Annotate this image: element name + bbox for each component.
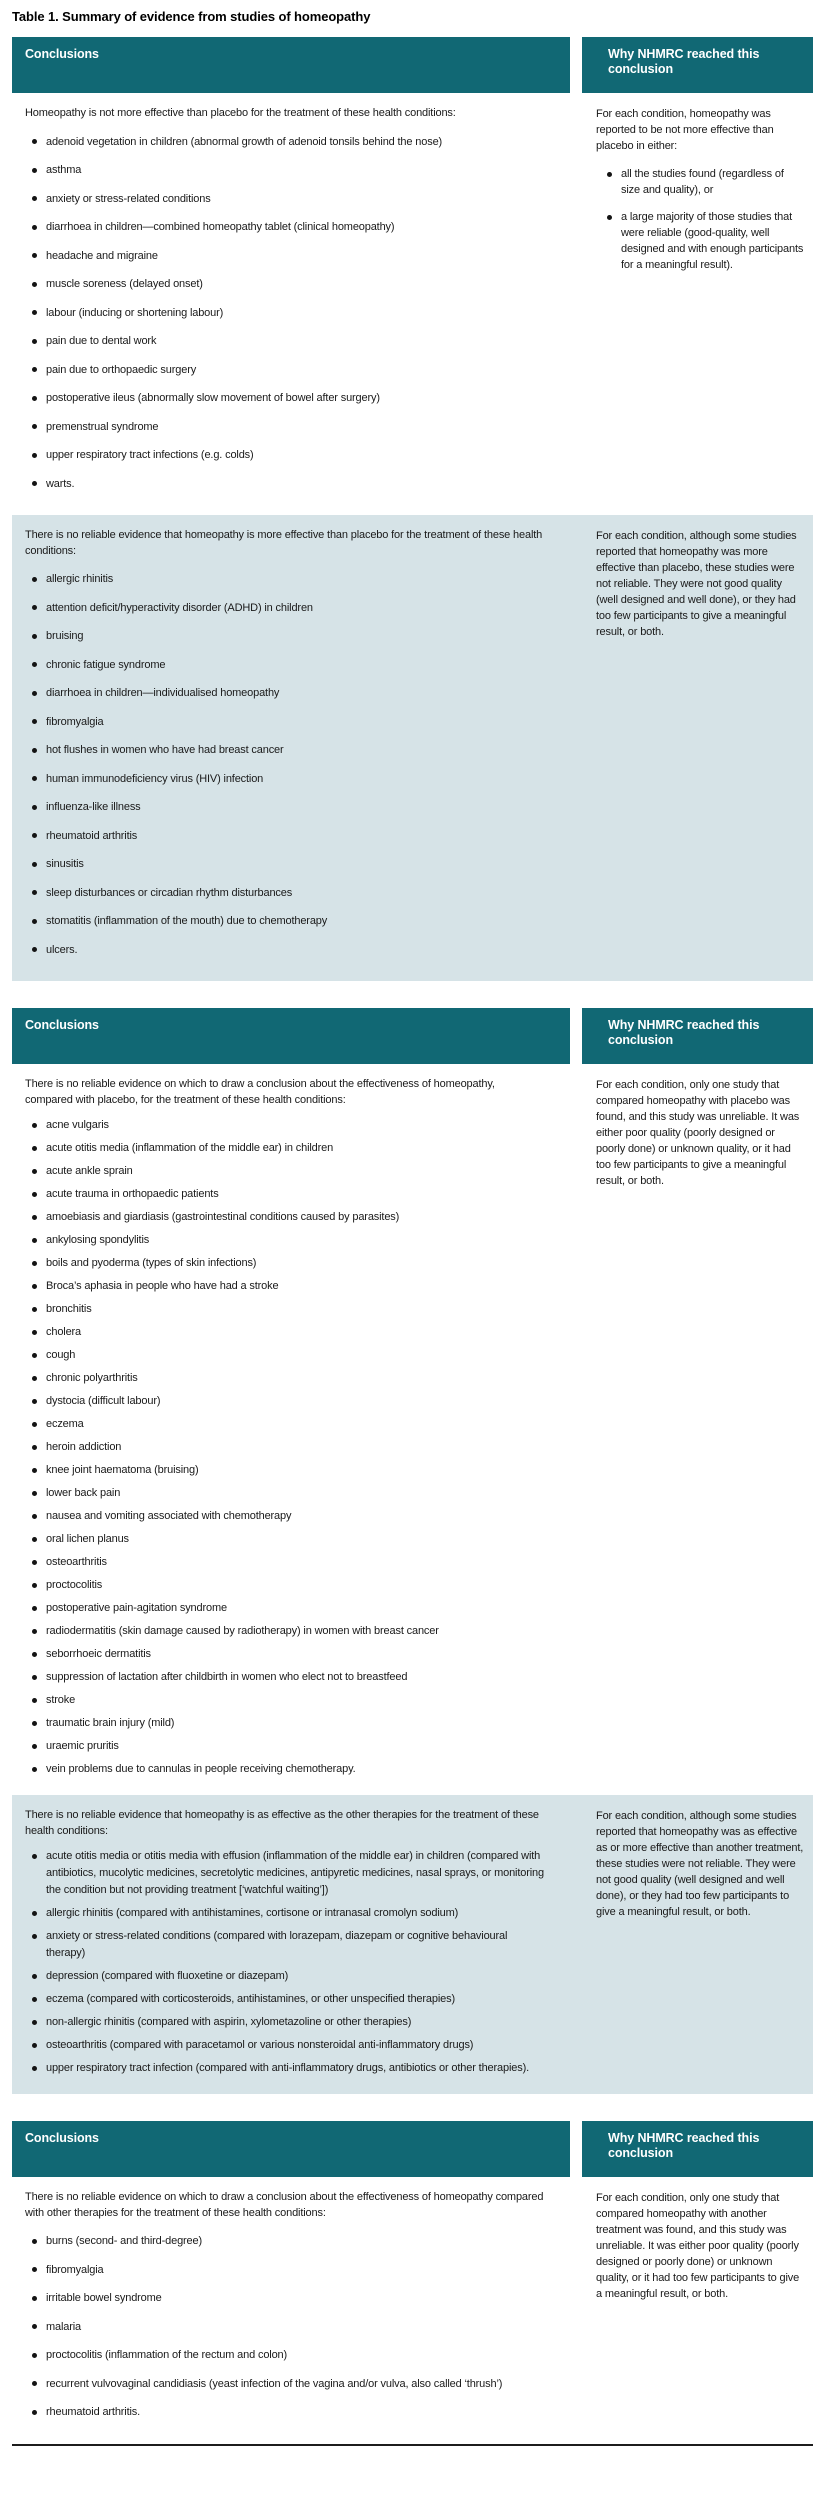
condition-item: uraemic pruritis [25, 1738, 544, 1755]
conclusion-lead: There is no reliable evidence on which to draw a conclusion about the effectiveness of homeopathy compared with other therapies for the treatment of these health conditions: [25, 2191, 544, 2219]
condition-item: nausea and vomiting associated with chemotherapy [25, 1508, 544, 1525]
condition-item: lower back pain [25, 1485, 544, 1502]
why-item: all the studies found (regardless of size and quality), or [596, 166, 805, 198]
condition-list [25, 1117, 544, 1778]
condition-item: oral lichen planus [25, 1531, 544, 1548]
condition-item: Broca’s aphasia in people who have had a stroke [25, 1278, 544, 1295]
condition-item: chronic polyarthritis [25, 1370, 544, 1387]
why-header-cell: Why NHMRC reached this conclusion [582, 1008, 813, 1064]
condition-item: postoperative ileus (abnormally slow movement of bowel after surgery) [25, 390, 544, 406]
condition-item: fibromyalgia [25, 714, 544, 730]
condition-item: allergic rhinitis [25, 571, 544, 587]
why-lead: For each condition, only one study that compared homeopathy with another treatment was found, and this study was unreliable. It was either poor quality (poorly designed or poorly done) or unknown quality, or it had too few participants to give a meaningful result, or both. [596, 2192, 800, 2300]
condition-item: upper respiratory tract infection (compared with anti-inflammatory drugs, antibiotics or other therapies). [25, 2060, 544, 2077]
condition-item: rheumatoid arthritis. [25, 2404, 544, 2420]
condition-item: labour (inducing or shortening labour) [25, 305, 544, 321]
condition-item: influenza-like illness [25, 799, 544, 815]
condition-item: traumatic brain injury (mild) [25, 1715, 544, 1732]
table-row [12, 1064, 813, 1795]
evidence-table [12, 1008, 813, 2094]
condition-list [25, 571, 544, 958]
table-header-row [12, 37, 813, 93]
condition-item: pain due to dental work [25, 333, 544, 349]
evidence-table [12, 2121, 813, 2446]
conclusions-cell [12, 1795, 570, 2094]
conclusions-header-cell: Conclusions [12, 2121, 570, 2177]
condition-item: anxiety or stress-related conditions (compared with lorazepam, diazepam or cognitive behavioural therapy) [25, 1928, 544, 1962]
condition-item: dystocia (difficult labour) [25, 1393, 544, 1410]
condition-item: acute ankle sprain [25, 1163, 544, 1180]
table-row [12, 2177, 813, 2444]
condition-item: osteoarthritis [25, 1554, 544, 1571]
why-item: a large majority of those studies that were reliable (good-quality, well designed and with enough participants for a meaningful result). [596, 209, 805, 273]
conclusion-lead: There is no reliable evidence that homeopathy is as effective as the other therapies for the treatment of these health conditions: [25, 1809, 539, 1837]
condition-item: sleep disturbances or circadian rhythm disturbances [25, 885, 544, 901]
table-bottom-rule [12, 2444, 813, 2446]
condition-item: adenoid vegetation in children (abnormal growth of adenoid tonsils behind the nose) [25, 134, 544, 150]
condition-item: acute trauma in orthopaedic patients [25, 1186, 544, 1203]
conclusions-header-cell: Conclusions [12, 1008, 570, 1064]
condition-item: acute otitis media or otitis media with effusion (inflammation of the middle ear) in children (compared with antibiotics, mucolytic medicines, secretolytic medicines, antipyretic medicines, nasal sprays, or monitoring the condition but not providing treatment [‘watchful waiting’]) [25, 1848, 544, 1899]
condition-item: diarrhoea in children—combined homeopathy tablet (clinical homeopathy) [25, 219, 544, 235]
evidence-tables-container [12, 37, 813, 2446]
condition-item: human immunodeficiency virus (HIV) infection [25, 771, 544, 787]
condition-item: postoperative pain-agitation syndrome [25, 1600, 544, 1617]
condition-list [25, 1848, 544, 2077]
condition-item: anxiety or stress-related conditions [25, 191, 544, 207]
condition-item: muscle soreness (delayed onset) [25, 276, 544, 292]
condition-item: chronic fatigue syndrome [25, 657, 544, 673]
why-lead: For each condition, only one study that compared homeopathy with placebo was found, and this study was unreliable. It was either poor quality (poorly designed or poorly done) or unknown quality, or it had too few participants to give a meaningful result, or both. [596, 1079, 800, 1187]
condition-item: attention deficit/hyperactivity disorder (ADHD) in children [25, 600, 544, 616]
condition-item: asthma [25, 162, 544, 178]
condition-item: radiodermatitis (skin damage caused by radiotherapy) in women with breast cancer [25, 1623, 544, 1640]
condition-item: stomatitis (inflammation of the mouth) due to chemotherapy [25, 913, 544, 929]
condition-item: allergic rhinitis (compared with antihistamines, cortisone or intranasal cromolyn sodium) [25, 1905, 544, 1922]
condition-item: malaria [25, 2319, 544, 2335]
why-header-cell: Why NHMRC reached this conclusion [582, 2121, 813, 2177]
condition-item: boils and pyoderma (types of skin infections) [25, 1255, 544, 1272]
condition-item: eczema (compared with corticosteroids, antihistamines, or other unspecified therapies) [25, 1991, 544, 2008]
condition-item: heroin addiction [25, 1439, 544, 1456]
table-header-row [12, 2121, 813, 2177]
evidence-table [12, 37, 813, 981]
condition-item: ankylosing spondylitis [25, 1232, 544, 1249]
condition-item: acute otitis media (inflammation of the middle ear) in children [25, 1140, 544, 1157]
conclusion-lead: There is no reliable evidence that homeopathy is more effective than placebo for the treatment of these health conditions: [25, 529, 543, 557]
condition-item: vein problems due to cannulas in people receiving chemotherapy. [25, 1761, 544, 1778]
conclusion-lead: Homeopathy is not more effective than placebo for the treatment of these health conditions: [25, 107, 456, 119]
condition-item: upper respiratory tract infections (e.g. colds) [25, 447, 544, 463]
why-cell [570, 515, 813, 981]
why-cell [570, 93, 813, 515]
condition-item: premenstrual syndrome [25, 419, 544, 435]
condition-list [25, 2233, 544, 2420]
condition-list [25, 134, 544, 492]
table-row [12, 93, 813, 515]
condition-item: recurrent vulvovaginal candidiasis (yeast infection of the vagina and/or vulva, also called ‘thrush’) [25, 2376, 544, 2392]
condition-item: proctocolitis [25, 1577, 544, 1594]
why-cell [570, 1064, 813, 1795]
condition-item: hot flushes in women who have had breast cancer [25, 742, 544, 758]
condition-item: non-allergic rhinitis (compared with aspirin, xylometazoline or other therapies) [25, 2014, 544, 2031]
condition-item: eczema [25, 1416, 544, 1433]
condition-item: pain due to orthopaedic surgery [25, 362, 544, 378]
why-header-cell: Why NHMRC reached this conclusion [582, 37, 813, 93]
conclusions-cell [12, 515, 570, 981]
condition-item: rheumatoid arthritis [25, 828, 544, 844]
condition-item: osteoarthritis (compared with paracetamol or various nonsteroidal anti-inflammatory drugs) [25, 2037, 544, 2054]
condition-item: ulcers. [25, 942, 544, 958]
condition-item: sinusitis [25, 856, 544, 872]
conclusions-header-cell: Conclusions [12, 37, 570, 93]
condition-item: seborrhoeic dermatitis [25, 1646, 544, 1663]
why-lead: For each condition, although some studies reported that homeopathy was as effective as or more effective than another treatment, these studies were not reliable. They were not good quality (well designed and well done), or they had too few participants to give a meaningful result, or both. [596, 1810, 804, 1918]
condition-item: acne vulgaris [25, 1117, 544, 1134]
condition-item: fibromyalgia [25, 2262, 544, 2278]
condition-item: warts. [25, 476, 544, 492]
condition-item: suppression of lactation after childbirth in women who elect not to breastfeed [25, 1669, 544, 1686]
condition-item: bruising [25, 628, 544, 644]
condition-item: amoebiasis and giardiasis (gastrointestinal conditions caused by parasites) [25, 1209, 544, 1226]
table-title: Table 1. Summary of evidence from studies of homeopathy [12, 9, 371, 24]
why-cell [570, 1795, 813, 2094]
conclusion-lead: There is no reliable evidence on which to draw a conclusion about the effectiveness of homeopathy, compared with placebo, for the treatment of these health conditions: [25, 1078, 495, 1106]
conclusions-cell [12, 2177, 570, 2444]
condition-item: knee joint haematoma (bruising) [25, 1462, 544, 1479]
why-cell [570, 2177, 813, 2444]
condition-item: depression (compared with fluoxetine or diazepam) [25, 1968, 544, 1985]
why-list [596, 166, 805, 273]
condition-item: irritable bowel syndrome [25, 2290, 544, 2306]
condition-item: proctocolitis (inflammation of the rectum and colon) [25, 2347, 544, 2363]
condition-item: burns (second- and third-degree) [25, 2233, 544, 2249]
conclusions-cell [12, 1064, 570, 1795]
condition-item: stroke [25, 1692, 544, 1709]
why-lead: For each condition, although some studies reported that homeopathy was more effective than placebo, these studies were not reliable. They were not good quality (well designed and well done), or they had too few participants to give a meaningful result, or both. [596, 530, 797, 638]
table-row [12, 1795, 813, 2094]
table-header-row [12, 1008, 813, 1064]
condition-item: cough [25, 1347, 544, 1364]
table-row [12, 515, 813, 981]
condition-item: headache and migraine [25, 248, 544, 264]
why-lead: For each condition, homeopathy was reported to be not more effective than placebo in either: [596, 108, 774, 152]
condition-item: cholera [25, 1324, 544, 1341]
condition-item: diarrhoea in children—individualised homeopathy [25, 685, 544, 701]
conclusions-cell [12, 93, 570, 515]
condition-item: bronchitis [25, 1301, 544, 1318]
